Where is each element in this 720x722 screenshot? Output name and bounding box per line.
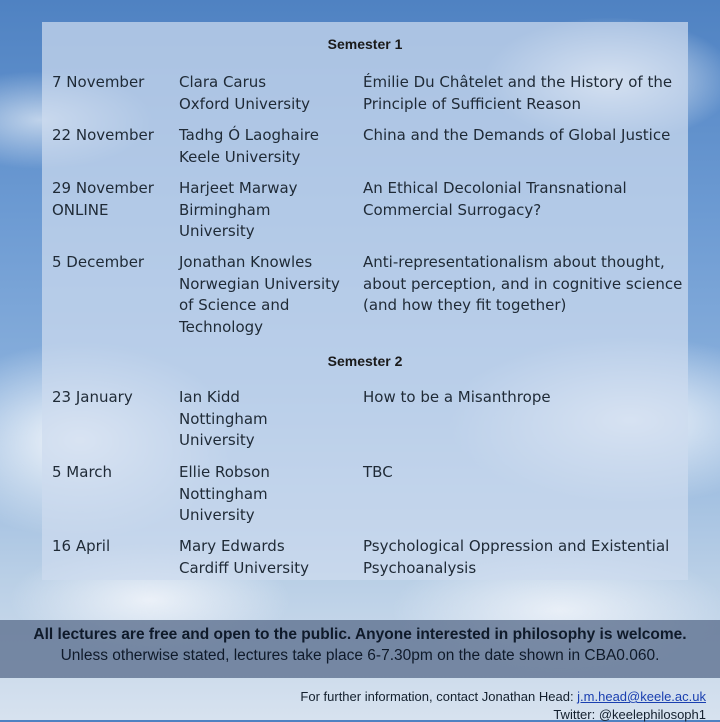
semester-1-heading: Semester 1 (327, 36, 403, 52)
contact-line (300, 689, 706, 704)
contact-email-link[interactable]: j.m.head@keele.ac.uk (577, 689, 706, 704)
lecture-title: TBC (363, 463, 393, 481)
notice-time-location: Unless otherwise stated, lectures take place 6-7.30pm on the date shown in CBA0.060. (60, 647, 660, 664)
lecture-title: An Ethical Decolonial Transnational Commercial Surrogacy? (363, 179, 627, 219)
semester-2-heading: Semester 2 (327, 353, 403, 369)
lecture-speaker: Harjeet Marway Birmingham University (179, 179, 298, 240)
contact-prefix: For further information, contact Jonathan Head: (300, 689, 578, 704)
lecture-date: 22 November (52, 126, 154, 144)
lecture-date: 23 January (52, 388, 133, 406)
schedule-panel (42, 22, 688, 580)
lecture-date: 5 March (52, 463, 113, 481)
lecture-title: Émilie Du Châtelet and the History of the Principle of Sufficient Reason (363, 73, 673, 113)
lecture-speaker: Ellie Robson Nottingham University (179, 463, 270, 524)
lecture-date: 7 November (52, 73, 145, 91)
lecture-speaker: Ian Kidd Nottingham University (179, 388, 268, 449)
lecture-title: China and the Demands of Global Justice (363, 126, 671, 144)
lecture-title: How to be a Misanthrope (363, 388, 551, 406)
lecture-title: Psychological Oppression and Existential Psychoanalysis (363, 537, 670, 577)
lecture-title: Anti-representationalism about thought, about perception, and in cognitive science (and how they fit together) (363, 253, 683, 314)
public-notice-band (0, 620, 720, 678)
lecture-date: 5 December (52, 253, 145, 271)
lecture-date: 16 April (52, 537, 111, 555)
lecture-speaker: Tadhg Ó Laoghaire Keele University (179, 126, 319, 166)
twitter-handle: Twitter: @keelephilosoph1 (553, 707, 706, 722)
lecture-date: 29 November ONLINE (52, 179, 154, 219)
notice-free-lectures: All lectures are free and open to the public. Anyone interested in philosophy is welcome. (33, 626, 687, 643)
lecture-speaker: Jonathan Knowles Norwegian University of Science and Technology (179, 253, 340, 336)
lecture-speaker: Clara Carus Oxford University (179, 73, 311, 113)
lecture-speaker: Mary Edwards Cardiff University (179, 537, 310, 577)
